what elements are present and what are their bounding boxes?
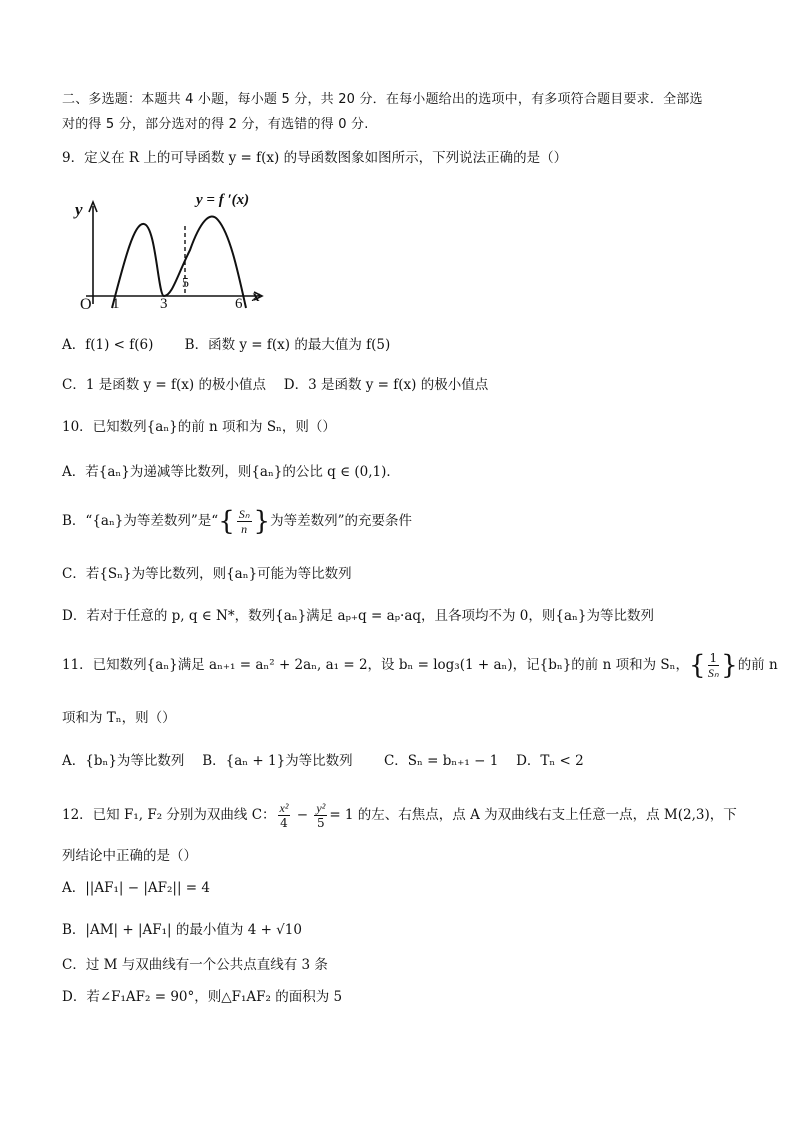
q12-stem-pre: 12．已知 F₁, F₂ 分别为双曲线 C：: [62, 807, 276, 823]
section-header-line1: 二、多选题：本题共 4 小题，每小题 5 分，共 20 分．在每小题给出的选项中，有多项符合题目要求．全部选: [62, 92, 703, 107]
q10-option-c: C．若{Sₙ}为等比数列，则{aₙ}可能为等比数列: [62, 566, 352, 582]
q12-stem-post: = 1 的左、右焦点，点 A 为双曲线右支上任意一点，点 M(2,3)，下: [329, 807, 737, 823]
q11-frac-den: Sₙ: [707, 666, 719, 680]
q11-stem: [62, 650, 778, 681]
q12-stem: [62, 800, 737, 830]
q11-stem-post: 的前 n: [737, 657, 778, 673]
q12-minus: −: [292, 807, 313, 823]
q10-option-d: D．若对于任意的 p, q ∈ N*，数列{aₙ}满足 aₚ₊q = aₚ·aq，且各项均不为 0，则{aₙ}为等比数列: [62, 608, 654, 624]
q11-stem-pre: 11．已知数列{aₙ}满足 aₙ₊₁ = aₙ² + 2aₙ, a₁ = 2，设 bₙ = log₃(1 + aₙ)，记{bₙ}的前 n 项和为 Sₙ，: [62, 657, 689, 673]
q9-tick-6: 6: [235, 296, 243, 312]
q11-brace-right: }: [721, 650, 738, 681]
q10-option-b-text-post: 为等差数列”的充要条件: [270, 513, 412, 529]
q9-derivative-graph: [72, 192, 272, 318]
q11-stem-line2: 项和为 Tₙ，则（）: [62, 710, 176, 726]
q10-option-b: [62, 506, 412, 537]
q12-option-b: B．|AM| + |AF₁| 的最小值为 4 + √10: [62, 922, 302, 938]
q9-tick-3: 3: [160, 296, 168, 312]
q9-axis-x-label: x: [252, 288, 260, 305]
q12-option-a: A．||AF₁| − |AF₂|| = 4: [62, 880, 210, 896]
q9-axis-y-label: y: [75, 200, 83, 219]
q9-stem: 9．定义在 R 上的可导函数 y = f(x) 的导函数图象如图所示，下列说法正确的是（）: [62, 150, 568, 166]
q10-brace-right: }: [253, 506, 271, 537]
q10-stem: 10．已知数列{aₙ}的前 n 项和为 Sₙ，则（）: [62, 419, 336, 435]
q12-four: 4: [280, 816, 288, 830]
q11-options: A．{bₙ}为等比数列 B．{aₙ + 1}为等比数列 C．Sₙ = bₙ₊₁ − 1 D．Tₙ < 2: [62, 753, 584, 769]
q10-sn-over-n-fraction: [237, 507, 252, 536]
q12-y2-over-5: [314, 801, 327, 830]
q12-y2: y²: [316, 801, 326, 815]
q11-one-over-sn-fraction: [708, 651, 720, 680]
q12-option-d: D．若∠F₁AF₂ = 90°，则△F₁AF₂ 的面积为 5: [62, 989, 343, 1005]
q9-tick-5: 5: [182, 276, 189, 291]
q9-options-cd: C．1 是函数 y = f(x) 的极小值点 D．3 是函数 y = f(x) 的极小值点: [62, 377, 489, 393]
section-header-line2: 对的得 5 分，部分选对的得 2 分，有选错的得 0 分.: [62, 117, 369, 132]
q10-option-b-text-pre: B．“{aₙ}为等差数列”是“: [62, 513, 219, 529]
q9-tick-1: 1: [112, 296, 120, 312]
q10-option-a: A．若{aₙ}为递减等比数列，则{aₙ}的公比 q ∈ (0,1)．: [62, 464, 400, 480]
q12-option-c: C．过 M 与双曲线有一个公共点直线有 3 条: [62, 957, 328, 973]
q12-five: 5: [317, 816, 325, 830]
q12-x2: x²: [279, 801, 289, 815]
q11-frac-num: 1: [709, 651, 718, 665]
q12-x2-over-4: [278, 801, 291, 830]
q10-frac-num: Sₙ: [238, 507, 250, 521]
q11-brace-left: {: [688, 650, 706, 681]
q9-options-ab: A．f(1) < f(6) B．函数 y = f(x) 的最大值为 f(5): [62, 337, 391, 353]
q10-frac-den: n: [241, 522, 248, 536]
q12-stem-line2: 列结论中正确的是（）: [62, 848, 197, 864]
q9-origin-label: O: [80, 296, 92, 313]
q9-graph-label: y = f ′(x): [196, 192, 250, 208]
q10-brace-left: {: [218, 506, 235, 537]
